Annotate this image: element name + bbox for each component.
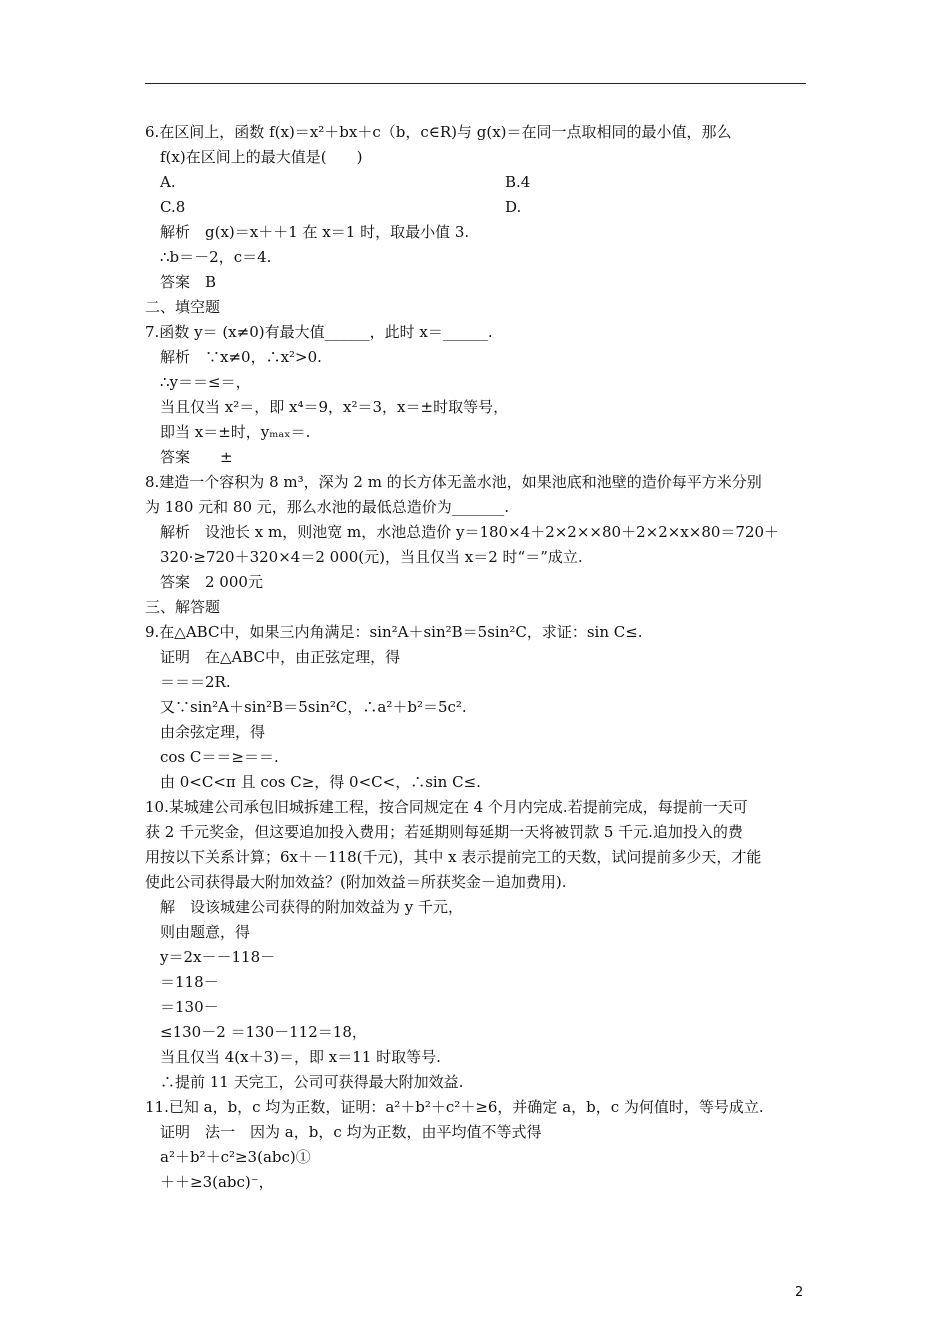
text-line: ≤130－2 ＝130－112＝18， [160, 1023, 367, 1041]
option-d: D. [505, 198, 522, 216]
option-a: A. [160, 173, 176, 191]
text-line: 当且仅当 x²＝，即 x⁴＝9，x²＝3，x＝±时取等号， [160, 398, 509, 416]
text-line: ∴提前 11 天完工，公司可获得最大附加效益. [160, 1073, 464, 1091]
section-heading: 三、解答题 [145, 598, 221, 616]
text-line: 即当 x＝±时，yₘₐₓ＝. [160, 423, 311, 441]
text-line: ∴y＝＝≤＝， [160, 373, 251, 391]
option-c: C.8 [160, 198, 186, 216]
text-line: 6.在区间上，函数 f(x)＝x²＋bx＋c（b，c∈R)与 g(x)＝在同一点取相同的最小值，那么 [145, 123, 732, 141]
text-line: 11.已知 a，b，c 均为正数，证明：a²＋b²＋c²＋≥6，并确定 a，b，c 为何值时，等号成立. [145, 1098, 764, 1116]
options-row [145, 195, 810, 220]
text-line: 9.在△ABC中，如果三内角满足：sin²A＋sin²B＝5sin²C，求证：sin C≤. [145, 623, 643, 641]
text-line: 用按以下关系计算；6x＋－118(千元)，其中 x 表示提前完工的天数，试问提前多少天，才能 [145, 848, 762, 866]
option-b: B.4 [505, 173, 531, 191]
text-line: 7.函数 y＝ (x≠0)有最大值______，此时 x＝______. [145, 323, 493, 341]
text-line: 为 180 元和 80 元，那么水池的最低总造价为_______. [145, 498, 510, 516]
text-line: 解 设该城建公司获得的附加效益为 y 千元， [160, 898, 464, 916]
text-line: ∴b＝－2，c＝4. [160, 248, 272, 266]
text-line: 由 0<C<π 且 cos C≥，得 0<C<，∴sin C≤. [160, 773, 481, 791]
text-line: 解析 设池长 x m，则池宽 m，水池总造价 y＝180×4＋2×2××80＋2×2×x×80＝720＋ [160, 523, 780, 541]
text-line: y＝2x－－118－ [160, 948, 276, 966]
text-line: 证明 在△ABC中，由正弦定理，得 [160, 648, 401, 666]
text-line: ＋＋≥3(abc)⁻， [160, 1173, 274, 1191]
page-number: 2 [795, 1285, 804, 1300]
text-line: 答案 2 000元 [160, 573, 263, 591]
text-line: 证明 法一 因为 a，b，c 均为正数，由平均值不等式得 [160, 1123, 542, 1141]
text-line: 8.建造一个容积为 8 m³，深为 2 m 的长方体无盖水池，如果池底和池壁的造价每平方米分别 [145, 473, 762, 491]
text-line: 获 2 千元奖金，但这要追加投入费用；若延期则每延期一天将被罚款 5 千元.追加投入的费 [145, 823, 743, 841]
text-line: 解析 g(x)＝x＋＋1 在 x＝1 时，取最小值 3. [160, 223, 470, 241]
text-line: ＝＝＝2R. [160, 673, 231, 691]
text-line: 320·≥720＋320×4＝2 000(元)，当且仅当 x＝2 时“＝”成立. [160, 548, 583, 566]
section-heading: 二、填空题 [145, 298, 221, 316]
text-line: 使此公司获得最大附加效益？(附加效益＝所获奖金－追加费用). [145, 873, 567, 891]
text-line: 解析 ∵x≠0，∴x²>0. [160, 348, 322, 366]
text-line: cos C＝＝≥＝＝. [160, 748, 279, 766]
options-row [145, 170, 810, 195]
text-line: a²＋b²＋c²≥3(abc)① [160, 1148, 311, 1166]
text-line: f(x)在区间上的最大值是( ) [160, 148, 363, 166]
text-line: 当且仅当 4(x＋3)＝，即 x＝11 时取等号. [160, 1048, 441, 1066]
text-line: 由余弦定理，得 [160, 723, 266, 741]
header-rule [145, 83, 806, 84]
text-line: ＝130－ [160, 998, 219, 1016]
text-line: 答案 B [160, 273, 217, 291]
text-line: ＝118－ [160, 973, 219, 991]
document-body [145, 120, 810, 1195]
text-line: 则由题意，得 [160, 923, 251, 941]
text-line: 又∵sin²A＋sin²B＝5sin²C，∴a²＋b²＝5c². [160, 698, 467, 716]
text-line: 答案 ± [160, 448, 233, 466]
text-line: 10.某城建公司承包旧城拆建工程，按合同规定在 4 个月内完成.若提前完成，每提前一天可 [145, 798, 748, 816]
